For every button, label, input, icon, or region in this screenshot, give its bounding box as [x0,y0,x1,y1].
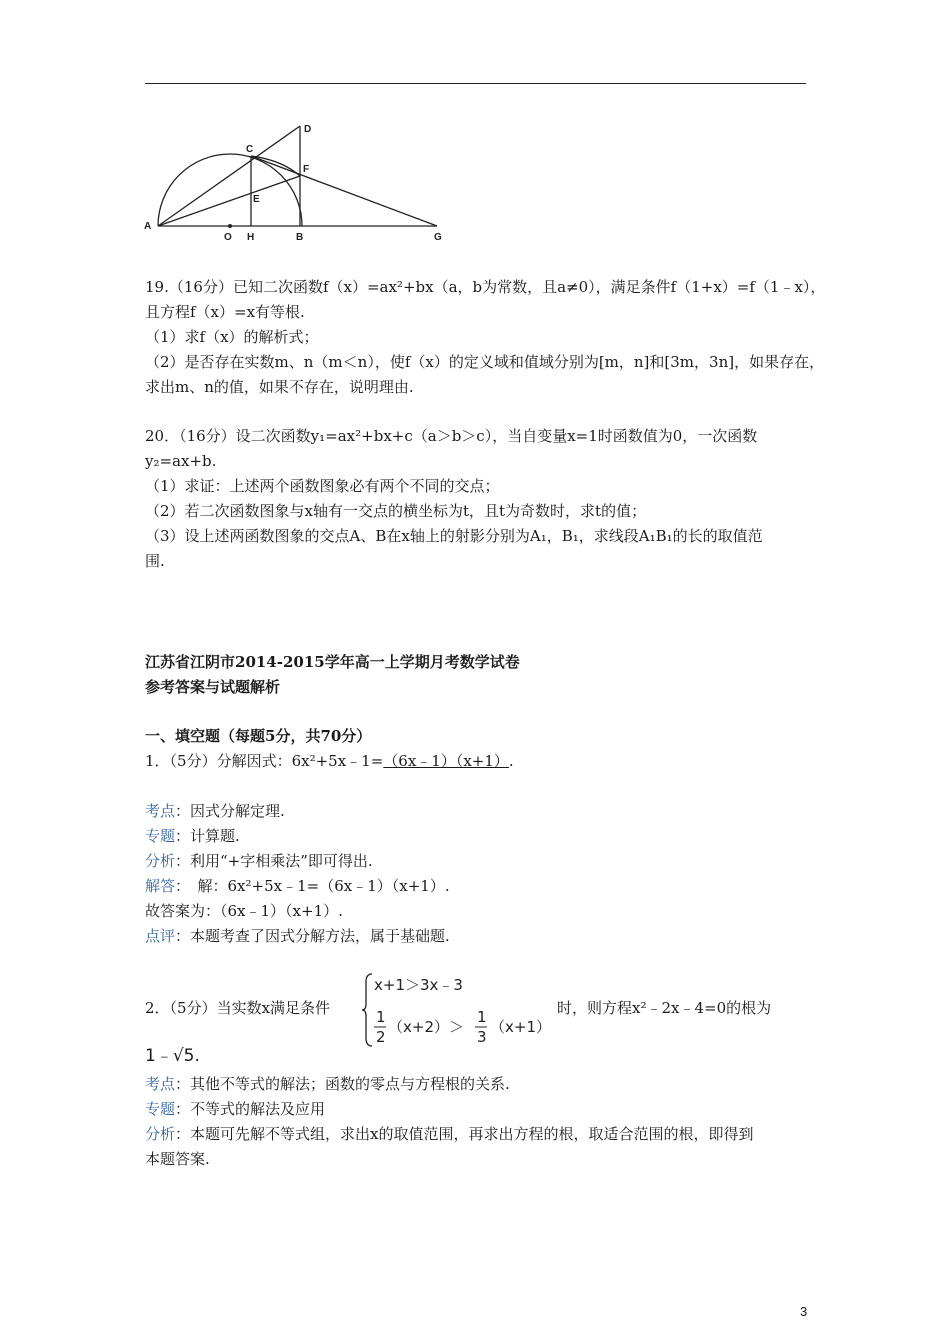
inequality-system [362,970,552,1050]
label-c: C [246,144,254,155]
a2-fenxi-cont: 本题答案. [145,1150,210,1168]
a1-zhuanti: 专题：计算题. [145,827,240,845]
line-af [158,176,300,226]
label-d: D [304,124,312,135]
a1-jieda: 解答： 解：6x²+5x﹣1=（6x﹣1）（x+1）. [145,877,450,895]
third-numerator: 1 [477,1008,487,1026]
a1-question: 1．（5分）分解因式：6x²+5x﹣1= [145,752,384,770]
a1-question-line: 1．（5分）分解因式：6x²+5x﹣1=（6x﹣1）（x+1）. [145,752,514,770]
label-b: B [296,232,304,243]
q19-line-2: 且方程f（x）=x有等根. [145,303,305,321]
a2-question-end: 时，则方程x²﹣2x﹣4=0的根为 [557,999,772,1017]
left-brace [362,974,372,1046]
header-rule [145,83,806,84]
q19-line-1: 19.（16分）已知二次函数f（x）=ax²+bx（a，b为常数，且a≠0），满足条件f（1+x）=f（1﹣x）， [145,278,826,296]
sys-line-2a: （x+2）＞ [388,1018,464,1036]
line-cg [251,156,437,226]
a2-kaodian: 考点：其他不等式的解法；函数的零点与方程根的关系. [145,1075,510,1093]
q20-line-2: y₂=ax+b. [145,452,217,470]
a2-fenxi: 分析：本题可先解不等式组，求出x的取值范围，再求出方程的根，取适合范围的根，即得到 [145,1125,754,1143]
half-denominator: 2 [376,1028,386,1046]
a1-fenxi: 分析：利用“+字相乘法”即可得出. [145,852,373,870]
a2-answer: 1﹣√5 [145,1046,195,1066]
q19-line-4: （2）是否存在实数m、n（m＜n），使f（x）的定义域和值域分别为[m，n]和[3m，3n]，如果存在， [145,353,825,371]
label-e: E [253,194,260,205]
a1-kaodian: 考点：因式分解定理. [145,802,285,820]
q20-line-6: 围. [145,552,165,570]
geometry-figure [140,120,450,245]
label-o: O [224,232,232,243]
q20-line-4: （2）若二次函数图象与x轴有一交点的横坐标为t，且t为奇数时，求t的值； [145,502,647,520]
line-ad [158,126,300,226]
q20-line-1: 20．（16分）设二次函数y₁=ax²+bx+c（a＞b＞c），当自变量x=1时函数值为0，一次函数 [145,427,758,445]
a1-dianping: 点评：本题考查了因式分解方法，属于基础题. [145,927,450,945]
a1-guda: 故答案为：（6x﹣1）（x+1）. [145,902,343,920]
q19-line-5: 求出m、n的值，如果不存在，说明理由. [145,378,414,396]
q19-line-3: （1）求f（x）的解析式； [145,328,319,346]
q20-line-5: （3）设上述两函数图象的交点A、B在x轴上的射影分别为A₁，B₁，求线段A₁B₁的长的取值范 [145,527,763,545]
a2-question: 2．（5分）当实数x满足条件 [145,999,331,1017]
a2-zhuanti: 专题：不等式的解法及应用 [145,1100,326,1118]
center-point-o [228,224,232,228]
a1-answer: （6x﹣1）（x+1） [383,752,509,770]
page-number: 3 [800,1304,808,1319]
half-numerator: 1 [376,1008,386,1026]
label-a: A [144,221,152,232]
sys-line-2b: （x+1） [490,1018,551,1036]
label-g: G [434,232,442,243]
answers-subtitle: 参考答案与试题解析 [145,678,281,696]
label-f: F [303,164,310,175]
a2-answer-line: 1﹣√5. [145,1046,200,1066]
label-h: H [247,232,255,243]
semicircle [158,154,302,226]
third-denominator: 3 [477,1028,487,1046]
q20-line-3: （1）求证：上述两个函数图象必有两个不同的交点； [145,477,500,495]
section-heading: 一、填空题（每题5分，共70分） [145,727,372,745]
sys-line-1: x+1＞3x﹣3 [374,976,463,994]
answers-title: 江苏省江阴市2014-2015学年高一上学期月考数学试卷 [145,653,520,671]
